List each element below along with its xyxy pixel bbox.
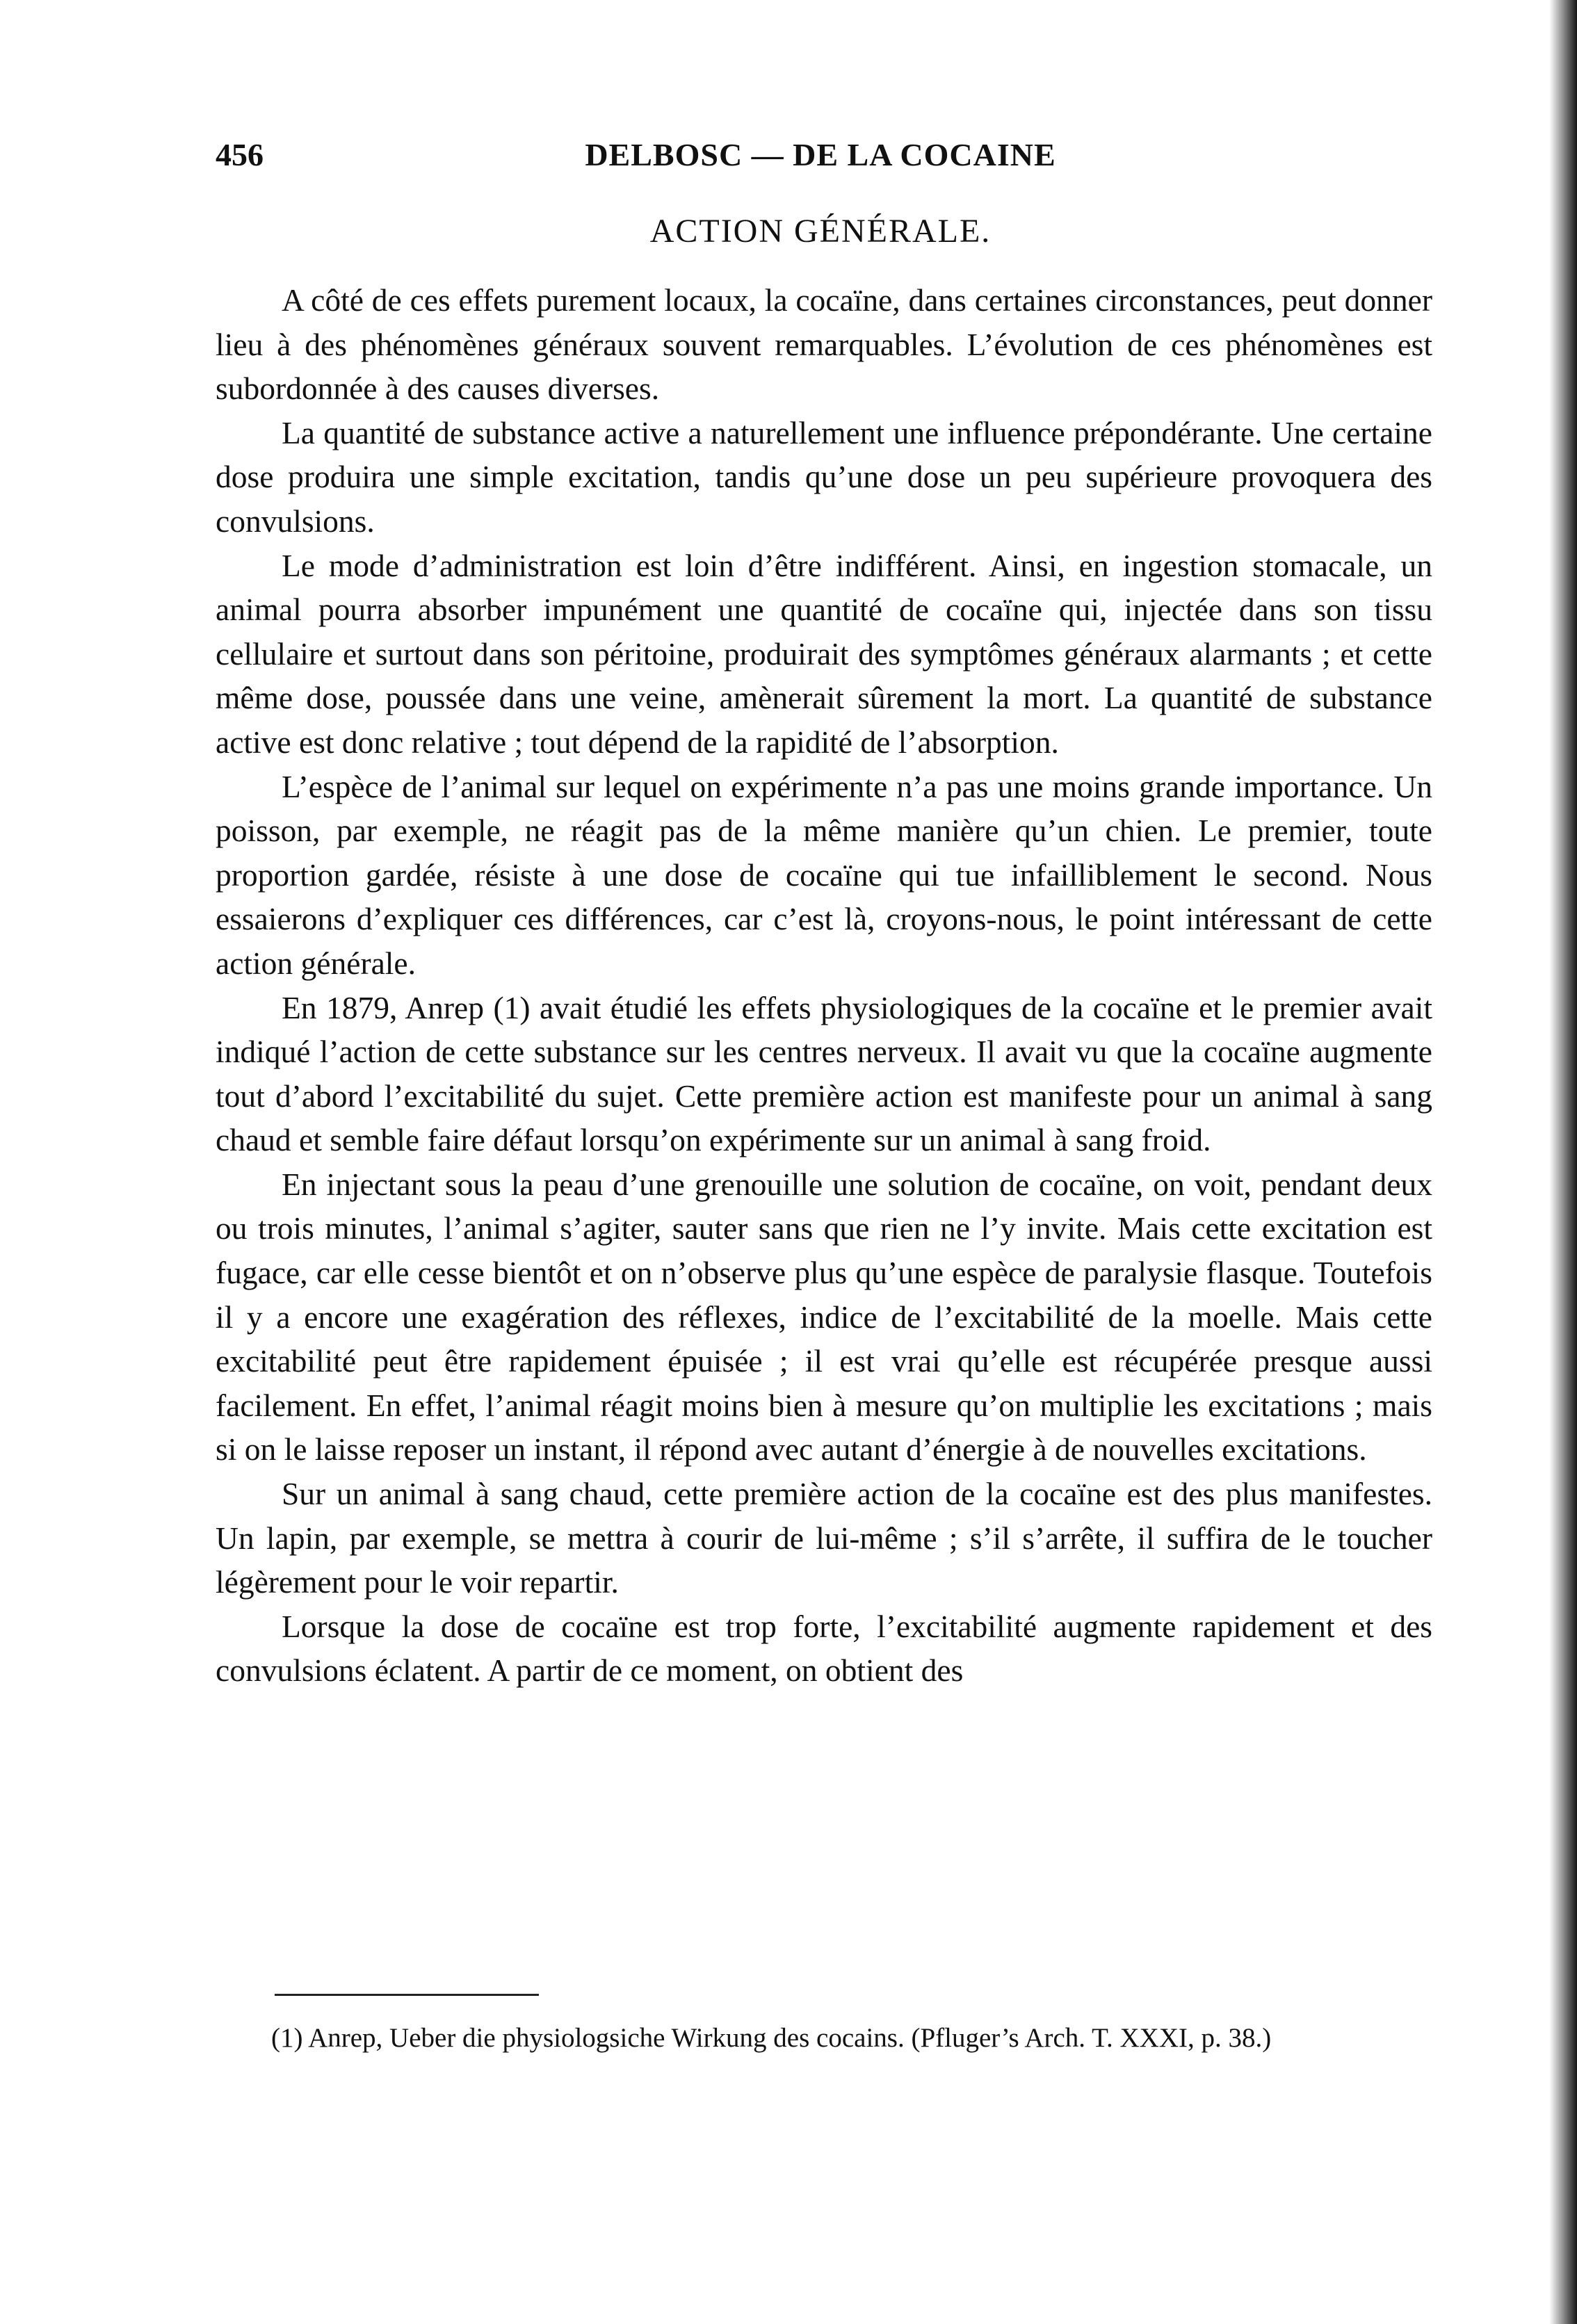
paragraph: Le mode d’administration est loin d’être indifférent. Ainsi, en ingestion stomacale, un animal pourra absorber impunément une quantité de cocaïne qui, injectée dans son tissu cellulaire et surtout dans son péritoine, produirait des symptômes généraux alarmants ; et cette même dose, poussée dans une veine, amènerait sûrement la mort. La quantité de substance active est donc relative ; tout dépend de la rapidité de l’absorption. (216, 547, 1432, 760)
paragraph: A côté de ces effets purement locaux, la cocaïne, dans certaines circonstances, peut donner lieu à des phénomènes généraux souvent remarquables. L’évolution de ces phénomènes est subordonnée à des causes diverses. (216, 282, 1432, 407)
paragraph: Lorsque la dose de cocaïne est trop forte, l’excitabilité augmente rapidement et des convulsions éclatent. A partir de ce moment, on obtient des (216, 1608, 1432, 1689)
footnote-rule (275, 1994, 539, 1996)
running-head (209, 136, 1432, 178)
body-text (216, 278, 1432, 1693)
paragraph: Sur un animal à sang chaud, cette première action de la cocaïne est des plus manifestes. Un lapin, par exemple, se mettra à courir de lui-même ; s’il s’arrête, il suffira de le toucher légèrement pour le voir repartir. (216, 1476, 1432, 1600)
paragraph: L’espèce de l’animal sur lequel on expérimente n’a pas une moins grande importance. Un poisson, par exemple, ne réagit pas de la même manière qu’un chien. Le premier, toute proportion gardée, résiste à une dose de cocaïne qui tue infailliblement le second. Nous essaierons d’expliquer ces différences, car c’est là, croyons-nous, le point intéressant de cette action générale. (216, 768, 1432, 981)
footnote: (1) Anrep, Ueber die physiologsiche Wirkung des cocains. (Pfluger’s Arch. T. XXXI, p. 38.) (271, 2023, 1272, 2053)
paragraph: En injectant sous la peau d’une grenouille une solution de cocaïne, on voit, pendant deux ou trois minutes, l’animal s’agiter, sauter sans que rien ne l’y invite. Mais cette excitation est fugace, car elle cesse bientôt et on n’observe plus qu’une espèce de paralysie flasque. Toutefois il y a encore une exagération des réflexes, indice de l’excitabilité de la moelle. Mais cette excitabilité peut être rapidement épuisée ; il est vrai qu’elle est récupérée presque aussi facilement. En effet, l’animal réagit moins bien à mesure qu’on multiplie les excitations ; mais si on le laisse reposer un instant, il répond avec autant d’énergie à de nouvelles excitations. (216, 1166, 1432, 1468)
paragraph: La quantité de substance active a naturellement une influence prépondérante. Une certaine dose produira une simple excitation, tandis qu’une dose un peu supérieure provoquera des convulsions. (216, 414, 1432, 539)
running-title: DELBOSC — DE LA COCAINE (585, 137, 1056, 172)
page-number: 456 (216, 137, 264, 172)
paragraph: En 1879, Anrep (1) avait étudié les effets physiologiques de la cocaïne et le premier avait indiqué l’action de cette substance sur les centres nerveux. Il avait vu que la cocaïne augmente tout d’abord l’excitabilité du sujet. Cette première action est manifeste pour un animal à sang chaud et semble faire défaut lorsqu’on expérimente sur un animal à sang froid. (216, 989, 1432, 1158)
page-edge-shadow (1549, 0, 1577, 2324)
section-title: ACTION GÉNÉRALE. (649, 213, 992, 250)
